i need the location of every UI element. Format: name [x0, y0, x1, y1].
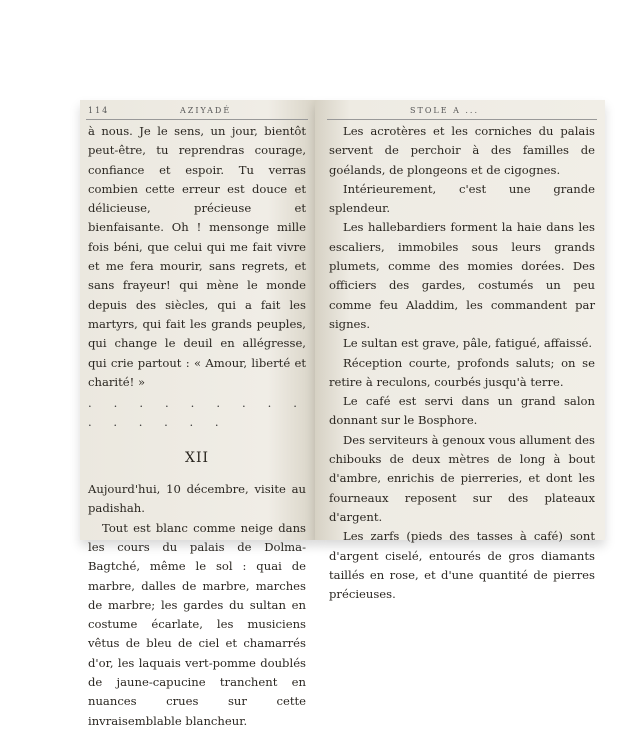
page-number: 114 [88, 106, 110, 115]
paragraph: Le sultan est grave, pâle, fatigué, affaissé. [343, 336, 593, 351]
paragraph: Aujourd'hui, 10 décembre, visite au padishah. [88, 482, 306, 516]
paragraph: Le café est servi dans un grand salon donnant sur le Bosphore. [329, 394, 595, 428]
paragraph: à nous. Je le sens, un jour, bientôt peut-être, tu reprendras courage, confiance et espoir. Tu verras combien cette erreur est douce et délicieuse, précieuse et bienfaisante. Oh ! mensonge mille fois béni, que celui qui me fait vivre et me fera mourir, sans regrets, et sans frayeur! qui mène le monde depuis des siècles, qui a fait les martyrs, qui fait les grands peuples, qui change le deuil en allégresse, qui crie partout : « Amour, liberté et charité! » [88, 124, 306, 389]
right-page [315, 100, 605, 602]
paragraph: Intérieurement, c'est une grande splendeur. [329, 181, 595, 216]
open-book [80, 95, 605, 728]
paragraph: Tout est blanc comme neige dans les cours du palais de Dolma-Bagtché, même le sol : quai de marbre, dalles de marbre, marches de marbre; les gardes du sultan en costume écarlate, les musiciens vêtus de bleu de ciel et chamarrés d'or, les laquais vert-pomme doublés de jaune-capucine tranchent en nuances crues sur cette invraisemblable blancheur. [88, 520, 306, 728]
paragraph: Les zarfs (pieds des tasses à café) sont d'argent ciselé, entourés de gros diamants taillés en rose, et d'une quantité de pierres précieuses. [329, 529, 595, 602]
chapter-heading: XII [184, 449, 210, 466]
right-page-text [329, 122, 595, 604]
paragraph: Réception courte, profonds saluts; on se retire à reculons, courbés jusqu'à terre. [329, 355, 595, 389]
paragraph: Les acrotères et les corniches du palais servent de perchoir à des familles de goélands, de plongeons et de cigognes. [329, 124, 595, 177]
header-rule [86, 119, 308, 120]
running-head: STOLE A ... [410, 106, 480, 115]
dot-separator: . . . . . . . . . . . . . . . [88, 396, 306, 430]
running-head: AZIYADÉ [180, 106, 232, 115]
paragraph: Les hallebardiers forment la haie dans les escaliers, immobiles sous leurs grands plumets, comme des momies dorées. Des officiers des gardes, costumés un peu comme feu Aladdim, les commandent par signes. [329, 220, 595, 331]
paragraph: Des serviteurs à genoux vous allument des chibouks de deux mètres de long à bout d'ambre, enrichis de pierreries, et dont les fourneaux reposent sur des plateaux d'argent. [329, 432, 595, 524]
header-rule [327, 119, 597, 120]
left-page [80, 100, 315, 728]
